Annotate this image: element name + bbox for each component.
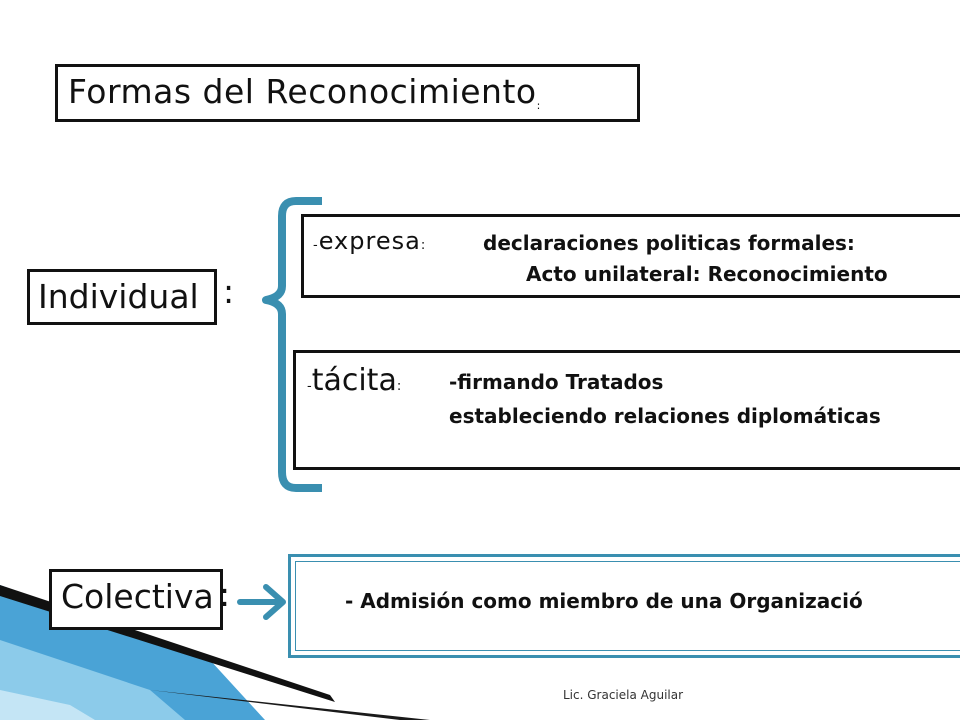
page-title bbox=[68, 72, 541, 112]
tacita-line-1: -firmando Tratados bbox=[449, 370, 664, 394]
colectiva-result-box bbox=[288, 554, 960, 658]
title-text: Formas del Reconocimiento bbox=[68, 72, 537, 111]
title-colon: : bbox=[536, 99, 541, 112]
expresa-line-2: Acto unilateral: Reconocimiento bbox=[526, 262, 888, 286]
footer-author: Lic. Graciela Aguilar bbox=[563, 688, 684, 702]
colectiva-label: Colectiva bbox=[61, 577, 214, 616]
individual-label: Individual bbox=[38, 277, 199, 316]
arrow-icon bbox=[240, 587, 283, 617]
tacita-lead: - bbox=[307, 379, 312, 394]
expresa-colon: : bbox=[420, 238, 427, 253]
individual-colon: : bbox=[223, 272, 235, 311]
individual-box bbox=[27, 269, 217, 325]
tacita-box bbox=[293, 350, 960, 470]
expresa-line-1: declaraciones politicas formales: bbox=[483, 231, 855, 255]
tacita-heading bbox=[307, 363, 401, 398]
title-box bbox=[55, 64, 640, 122]
expresa-heading bbox=[313, 227, 426, 255]
tacita-word: tácita bbox=[311, 363, 397, 398]
colectiva-text: - Admisión como miembro de una Organizació bbox=[345, 589, 863, 613]
tacita-line-2: estableciendo relaciones diplomáticas bbox=[449, 404, 881, 428]
tacita-colon: : bbox=[396, 379, 402, 394]
expresa-word: expresa bbox=[318, 227, 421, 255]
expresa-lead: - bbox=[313, 238, 319, 253]
colectiva-colon: : bbox=[219, 575, 231, 614]
colectiva-box bbox=[49, 569, 223, 630]
expresa-box bbox=[301, 214, 960, 298]
